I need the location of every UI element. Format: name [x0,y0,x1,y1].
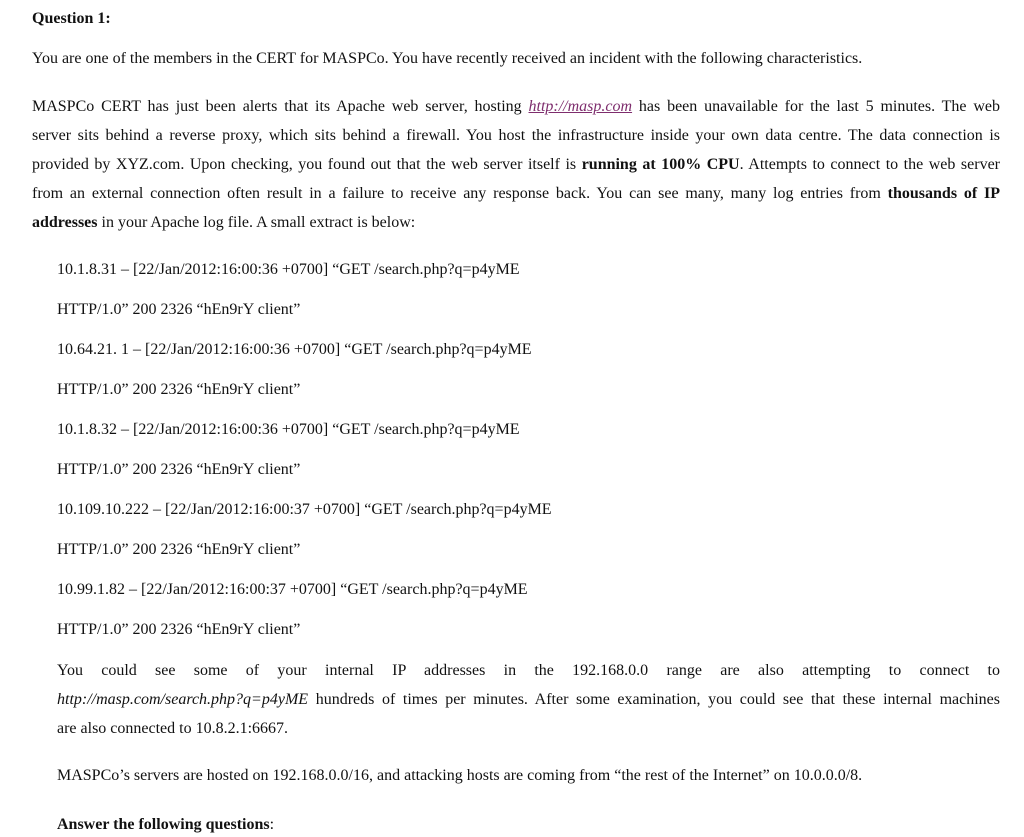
log-line: HTTP/1.0” 200 2326 “hEn9rY client” [57,461,301,478]
paragraph-1-line-1 [32,97,1000,117]
p1-text: from an external connection often result in a failure to receive any response back. You can see many, many log entries from [32,185,881,202]
paragraph-2-line-2 [57,690,1000,710]
log-line: HTTP/1.0” 200 2326 “hEn9rY client” [57,541,301,558]
log-line: 10.99.1.82 – [22/Jan/2012:16:00:37 +0700] “GET /search.php?q=p4yME [57,581,528,598]
cpu-emphasis: running at 100% CPU [581,156,740,173]
p1-text: provided by XYZ.com. Upon checking, you found out that the web server itself is [32,156,577,173]
p1-text: MASPCo CERT has just been alerts that its Apache web server, hosting [32,98,522,115]
log-line: 10.109.10.222 – [22/Jan/2012:16:00:37 +0700] “GET /search.php?q=p4yME [57,501,552,518]
p2-text: You could see some of your internal IP addresses in the 192.168.0.0 range are also attempting to connect to [57,662,1000,679]
log-line: HTTP/1.0” 200 2326 “hEn9rY client” [57,621,301,638]
log-line: HTTP/1.0” 200 2326 “hEn9rY client” [57,301,301,318]
answer-heading-text: Answer the following questions [57,816,270,833]
paragraph-1-line-3 [32,155,1000,175]
thousands-ip-emphasis: thousands of IP [887,185,1000,202]
masp-link[interactable]: http://masp.com [528,98,633,115]
p1-text: has been unavailable for the last 5 minutes. The web [638,98,1001,115]
log-line: 10.1.8.32 – [22/Jan/2012:16:00:36 +0700] “GET /search.php?q=p4yME [57,421,520,438]
paragraph-2-line-3: are also connected to 10.8.2.1:6667. [57,720,289,737]
intro-paragraph: You are one of the members in the CERT for MASPCo. You have recently received an incident with the following characteristics. [32,50,863,67]
paragraph-1-line-2 [32,126,1000,146]
p1-text: in your Apache log file. A small extract is below: [101,214,416,231]
log-line: 10.64.21. 1 – [22/Jan/2012:16:00:36 +0700] “GET /search.php?q=p4yME [57,341,532,358]
p2-text: hundreds of times per minutes. After some examination, you could see that these internal machines [315,691,1001,708]
question-title: Question 1: [32,10,111,27]
paragraph-2-line-1 [57,661,1000,681]
paragraph-1-line-4 [32,184,1000,204]
answer-heading-colon: : [269,816,275,833]
search-url: http://masp.com/search.php?q=p4yME [57,691,309,708]
paragraph-3: MASPCo’s servers are hosted on 192.168.0.0/16, and attacking hosts are coming from “the rest of the Internet” on 10.0.0.0/8. [57,767,863,784]
p1-text: . Attempts to connect to the web server [739,156,1001,173]
log-line: HTTP/1.0” 200 2326 “hEn9rY client” [57,381,301,398]
p1-text: server sits behind a reverse proxy, which sits behind a firewall. You host the infrastructure inside your own data centre. The data connection is [32,127,1000,144]
answer-heading [57,815,274,835]
paragraph-1-line-5 [32,213,415,233]
log-line: 10.1.8.31 – [22/Jan/2012:16:00:36 +0700] “GET /search.php?q=p4yME [57,261,520,278]
addresses-emphasis: addresses [32,214,98,231]
